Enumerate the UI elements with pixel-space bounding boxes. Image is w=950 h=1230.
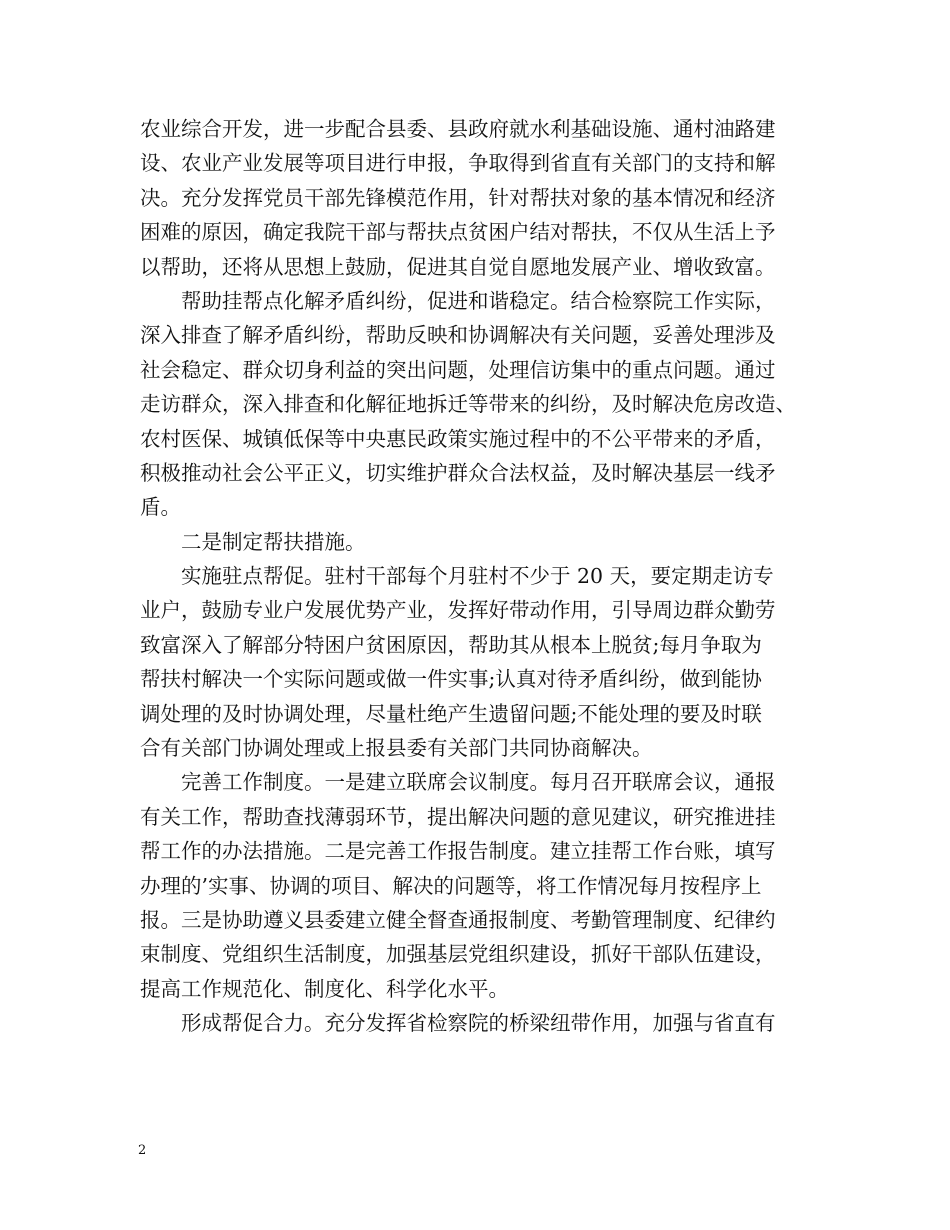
text-line: 帮扶村解决一个实际问题或做一件实事;认真对待矛盾纠纷，做到能协 (140, 667, 762, 692)
text-line: 业户，鼓励专业户发展优势产业，发挥好带动作用，引导周边群众勤劳 (140, 598, 776, 623)
text-line: 完善工作制度。一是建立联席会议制度。每月召开联席会议，通报 (140, 770, 776, 795)
text-line: 走访群众，深入排查和化解征地拆迁等带来的纠纷，及时解决危房改造、 (140, 392, 796, 417)
text-line: 报。三是协助遵义县委建立健全督查通报制度、考勤管理制度、纪律约 (140, 907, 776, 932)
text-line: 合有关部门协调处理或上报县委有关部门共同协商解决。 (140, 736, 653, 761)
text-line: 盾。 (140, 495, 181, 520)
text-line: 农村医保、城镇低保等中央惠民政策实施过程中的不公平带来的矛盾， (140, 426, 776, 451)
text-line: 有关工作，帮助查找薄弱环节，提出解决问题的意见建议，研究推进挂 (140, 804, 776, 829)
text-line: 帮助挂帮点化解矛盾纠纷，促进和谐稳定。结合检察院工作实际， (140, 288, 776, 313)
text-line: 调处理的及时协调处理，尽量杜绝产生遗留问题;不能处理的要及时联 (140, 701, 762, 726)
text-line: 积极推动社会公平正义，切实维护群众合法权益，及时解决基层一线矛 (140, 460, 776, 485)
text-line: 决。充分发挥党员干部先锋模范作用，针对帮扶对象的基本情况和经济 (140, 185, 776, 210)
text-line: 实施驻点帮促。驻村干部每个月驻村不少于 20 天，要定期走访专 (140, 564, 774, 589)
text-line: 致富深入了解部分特困户贫困原因，帮助其从根本上脱贫;每月争取为 (140, 632, 762, 657)
text-line: 以帮助，还将从思想上鼓励，促进其自觉自愿地发展产业、增收致富。 (140, 254, 776, 279)
page-number: 2 (138, 1143, 147, 1158)
text-line: 形成帮促合力。充分发挥省检察院的桥梁纽带作用，加强与省直有 (140, 1011, 776, 1036)
text-line: 困难的原因，确定我院干部与帮扶点贫困户结对帮扶，不仅从生活上予 (140, 220, 776, 245)
text-line: 农业综合开发，进一步配合县委、县政府就水利基础设施、通村油路建 (140, 117, 776, 141)
body-text (140, 112, 840, 1041)
text-line: 提高工作规范化、制度化、科学化水平。 (140, 976, 509, 1001)
text-line: 深入排查了解矛盾纠纷，帮助反映和协调解决有关问题，妥善处理涉及 (140, 323, 776, 348)
text-line: 办理的’实事、协调的项目、解决的问题等，将工作情况每月按程序上 (140, 873, 762, 898)
text-line: 帮工作的办法措施。二是完善工作报告制度。建立挂帮工作台账，填写 (140, 839, 776, 864)
text-line: 束制度、党组织生活制度，加强基层党组织建设，抓好干部队伍建设， (140, 942, 776, 967)
text-line: 设、农业产业发展等项目进行申报，争取得到省直有关部门的支持和解 (140, 151, 776, 176)
text-line: 二是制定帮扶措施。 (140, 529, 366, 554)
text-line: 社会稳定、群众切身利益的突出问题，处理信访集中的重点问题。通过 (140, 357, 776, 382)
